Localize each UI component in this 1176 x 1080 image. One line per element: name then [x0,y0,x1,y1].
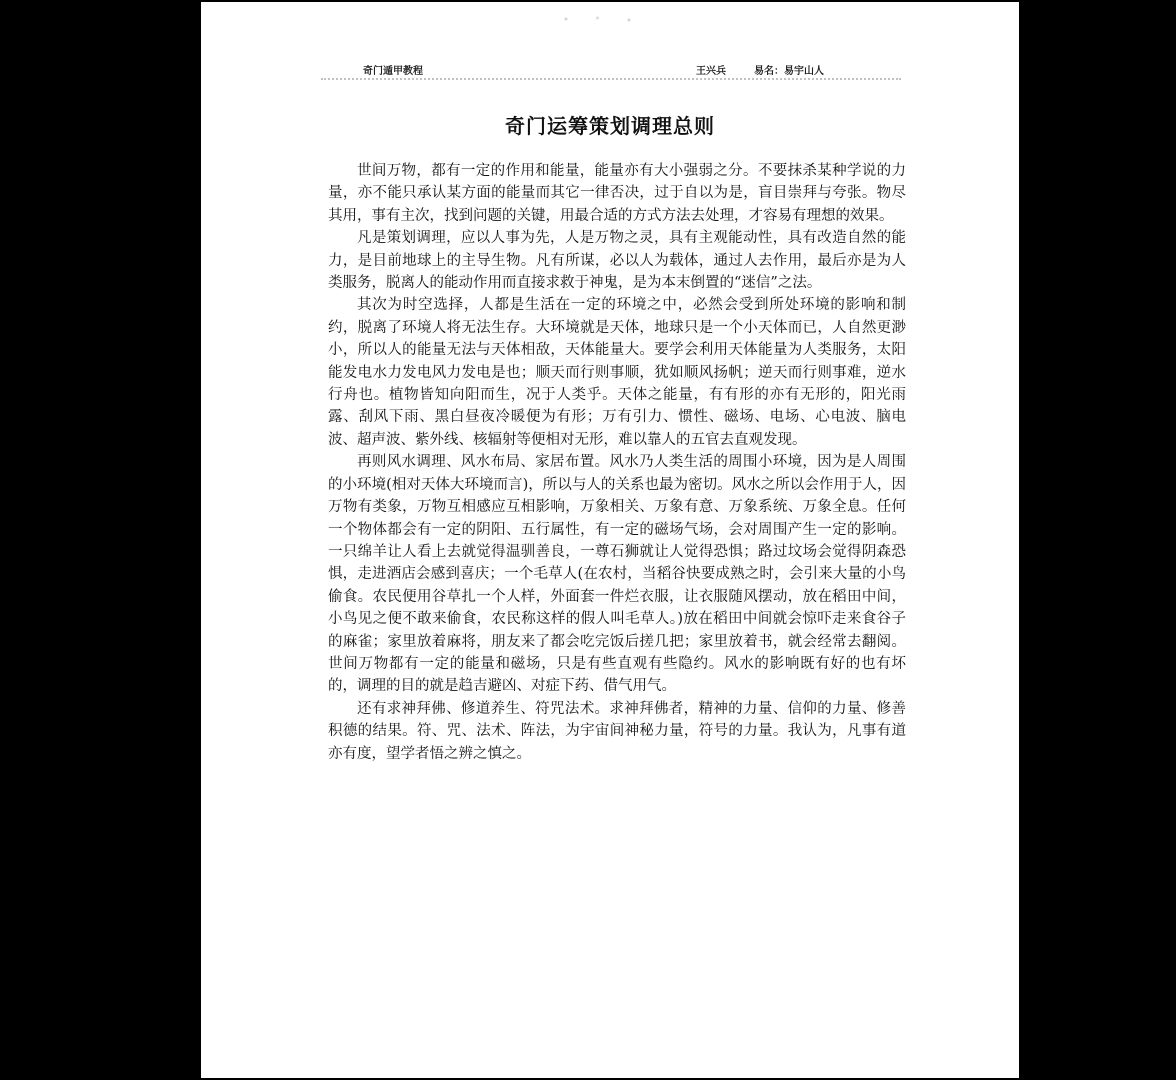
scanned-page [201,2,1019,1078]
header-divider [321,78,901,80]
header-alias: 易名：易宇山人 [754,66,824,77]
paragraph: 还有求神拜佛、修道养生、符咒法术。求神拜佛者，精神的力量、信仰的力量、修善积德的结果。符、咒、法术、阵法，为宇宙间神秘力量，符号的力量。我认为，凡事有道亦有度，望学者悟之辨之慎之。 [328,700,906,762]
paragraph: 其次为时空选择，人都是生活在一定的环境之中，必然会受到所处环境的影响和制约，脱离了环境人将无法生存。大环境就是天体，地球只是一个小天体而已，人自然更渺小，所以人的能量无法与天体相敌，天体能量大。要学会利用天体能量为人类服务，太阳能发电水力发电风力发电是也；顺天而行则事顺，犹如顺风扬帆；逆天而行则事难，逆水行舟也。植物皆知向阳而生，况于人类乎。天体之能量，有有形的亦有无形的，阳光雨露、刮风下雨、黑白昼夜冷暖便为有形；万有引力、惯性、磁场、电场、心电波、脑电波、超声波、紫外线、核辐射等便相对无形，难以靠人的五官去直观发现。 [328,297,906,448]
scan-artifact [557,14,647,24]
header-author: 王兴兵 [696,66,726,77]
header-book-title: 奇门遁甲教程 [363,66,423,77]
paragraph: 世间万物，都有一定的作用和能量，能量亦有大小强弱之分。不要抹杀某种学说的力量，亦不能只承认某方面的能量而其它一律否决，过于自以为是，盲目崇拜与夸张。物尽其用，事有主次，找到问题的关键，用最合适的方式方法去处理，才容易有理想的效果。 [328,163,906,224]
header-author-block [696,62,824,77]
body-text [328,160,906,765]
paragraph: 再则风水调理、风水布局、家居布置。风水乃人类生活的周围小环境，因为是人周围的小环境(相对天体大环境而言)，所以与人的关系也最为密切。风水之所以会作用于人，因万物有类象，万物互相感应互相影响，万象相关、万象有意、万象系统、万象全息。任何一个物体都会有一定的阴阳、五行属性，有一定的磁场气场，会对周围产生一定的影响。一只绵羊让人看上去就觉得温驯善良，一尊石狮就让人觉得恐惧；路过坟场会觉得阴森恐惧，走进酒店会感到喜庆；一个毛草人(在农村，当稻谷快要成熟之时，会引来大量的小鸟偷食。农民便用谷草扎一个人样，外面套一件烂衣服，让衣服随风摆动，放在稻田中间，小鸟见之便不敢来偷食，农民称这样的假人叫毛草人。)放在稻田中间就会惊吓走来食谷子的麻雀；家里放着麻将，朋友来了都会吃完饭后搓几把；家里放着书，就会经常去翻阅。世间万物都有一定的能量和磁场，只是有些直观有些隐约。风水的影响既有好的也有坏的，调理的目的就是趋吉避凶、对症下药、借气用气。 [328,454,906,695]
paragraph: 凡是策划调理，应以人事为先，人是万物之灵，具有主观能动性，具有改造自然的能力，是目前地球上的主导生物。凡有所谋，必以人为载体，通过人去作用，最后亦是为人类服务，脱离人的能动作用而直接求救于神鬼，是为本末倒置的“迷信”之法。 [328,230,906,292]
page-title: 奇门运筹策划调理总则 [505,114,715,138]
